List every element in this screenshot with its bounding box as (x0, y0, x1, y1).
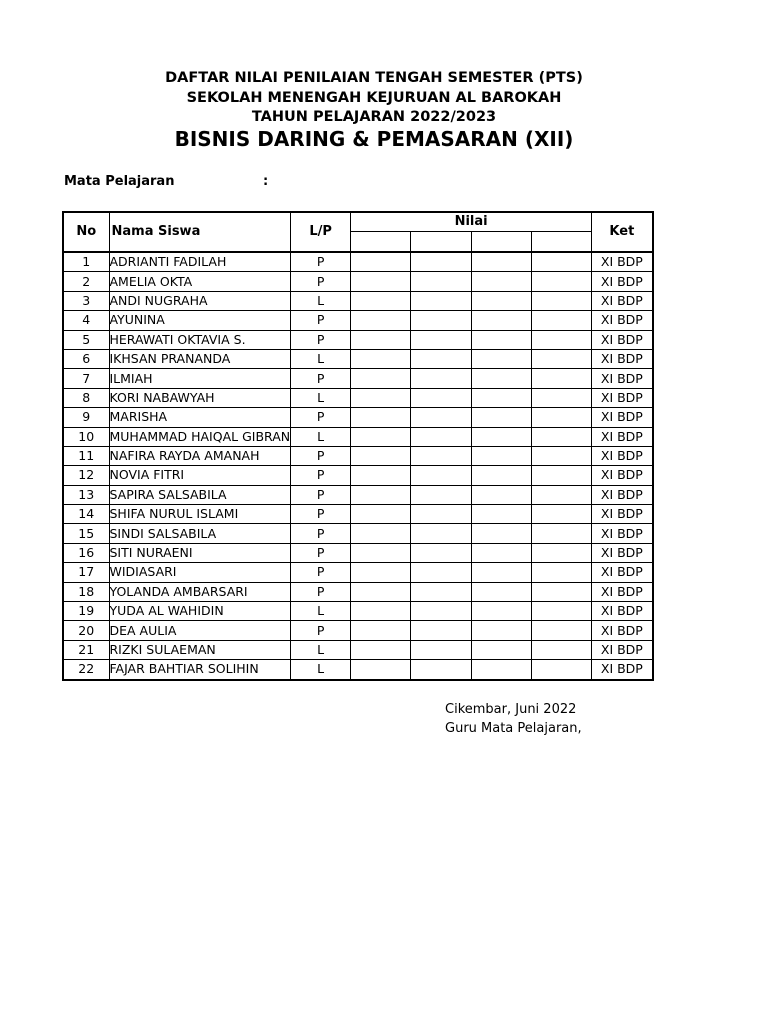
cell-nama: ADRIANTI FADILAH (109, 252, 291, 272)
header-nilai: Nilai (351, 212, 592, 232)
cell-nilai-3[interactable] (472, 427, 532, 446)
cell-nilai-4[interactable] (532, 291, 592, 310)
cell-nama: WIDIASARI (109, 563, 291, 582)
cell-lp: P (291, 311, 351, 330)
cell-nilai-4[interactable] (532, 408, 592, 427)
cell-nilai-4[interactable] (532, 446, 592, 465)
cell-nilai-3[interactable] (472, 446, 532, 465)
school-name: SEKOLAH MENENGAH KEJURUAN AL BAROKAH (186, 90, 562, 106)
header-ket: Ket (592, 212, 653, 252)
table-row (63, 524, 653, 543)
nilai-subcol-4 (532, 232, 592, 253)
cell-nilai-4[interactable] (532, 505, 592, 524)
cell-nilai-3[interactable] (472, 466, 532, 485)
cell-no: 19 (63, 602, 109, 621)
cell-nilai-1[interactable] (351, 602, 411, 621)
cell-lp: P (291, 485, 351, 504)
cell-nilai-2[interactable] (411, 311, 472, 330)
cell-nilai-1[interactable] (351, 621, 411, 640)
table-row (63, 330, 653, 349)
cell-no: 12 (63, 466, 109, 485)
subject-label: Mata Pelajaran (64, 174, 175, 189)
table-row (63, 563, 653, 582)
cell-nilai-3[interactable] (472, 252, 532, 272)
cell-nilai-2[interactable] (411, 466, 472, 485)
cell-nilai-4[interactable] (532, 485, 592, 504)
cell-nilai-1[interactable] (351, 485, 411, 504)
cell-ket: XI BDP (592, 543, 653, 562)
cell-nilai-2[interactable] (411, 602, 472, 621)
cell-nilai-4[interactable] (532, 640, 592, 659)
cell-lp: P (291, 505, 351, 524)
cell-nilai-4[interactable] (532, 311, 592, 330)
cell-nama: KORI NABAWYAH (109, 388, 291, 407)
cell-nilai-3[interactable] (472, 524, 532, 543)
cell-nilai-4[interactable] (532, 272, 592, 291)
cell-no: 22 (63, 660, 109, 680)
cell-ket: XI BDP (592, 408, 653, 427)
cell-no: 3 (63, 291, 109, 310)
table-row (63, 505, 653, 524)
cell-ket: XI BDP (592, 252, 653, 272)
table-row (63, 291, 653, 310)
cell-lp: P (291, 466, 351, 485)
table-row (63, 602, 653, 621)
nilai-subcol-2 (411, 232, 472, 253)
cell-nama: MUHAMMAD HAIQAL GIBRAN (109, 427, 291, 446)
cell-nama: YUDA AL WAHIDIN (109, 602, 291, 621)
cell-nilai-3[interactable] (472, 485, 532, 504)
cell-ket: XI BDP (592, 563, 653, 582)
header-no: No (63, 212, 109, 252)
table-row (63, 369, 653, 388)
cell-nilai-1[interactable] (351, 446, 411, 465)
cell-nama: DEA AULIA (109, 621, 291, 640)
cell-nilai-1[interactable] (351, 349, 411, 368)
cell-no: 21 (63, 640, 109, 659)
cell-ket: XI BDP (592, 505, 653, 524)
cell-nilai-1[interactable] (351, 640, 411, 659)
cell-no: 18 (63, 582, 109, 601)
cell-no: 15 (63, 524, 109, 543)
cell-lp: P (291, 369, 351, 388)
cell-nilai-1[interactable] (351, 563, 411, 582)
cell-ket: XI BDP (592, 446, 653, 465)
table-row (63, 311, 653, 330)
cell-nilai-4[interactable] (532, 466, 592, 485)
cell-nama: NAFIRA RAYDA AMANAH (109, 446, 291, 465)
cell-nilai-4[interactable] (532, 602, 592, 621)
cell-no: 8 (63, 388, 109, 407)
cell-nilai-4[interactable] (532, 621, 592, 640)
cell-ket: XI BDP (592, 640, 653, 659)
cell-nilai-2[interactable] (411, 369, 472, 388)
cell-no: 13 (63, 485, 109, 504)
cell-lp: L (291, 602, 351, 621)
signature-role: Guru Mata Pelajaran, (445, 721, 582, 736)
cell-nilai-3[interactable] (472, 349, 532, 368)
grade-table (62, 211, 654, 681)
cell-nama: FAJAR BAHTIAR SOLIHIN (109, 660, 291, 680)
table-row (63, 408, 653, 427)
cell-nilai-4[interactable] (532, 524, 592, 543)
cell-lp: L (291, 427, 351, 446)
cell-nilai-2[interactable] (411, 349, 472, 368)
cell-nilai-4[interactable] (532, 349, 592, 368)
cell-nilai-4[interactable] (532, 427, 592, 446)
cell-nilai-4[interactable] (532, 582, 592, 601)
table-row (63, 427, 653, 446)
cell-nama: AMELIA OKTA (109, 272, 291, 291)
subject-colon: : (263, 174, 269, 189)
cell-nama: RIZKI SULAEMAN (109, 640, 291, 659)
cell-nilai-4[interactable] (532, 563, 592, 582)
cell-nilai-4[interactable] (532, 252, 592, 272)
cell-ket: XI BDP (592, 524, 653, 543)
cell-no: 4 (63, 311, 109, 330)
cell-lp: P (291, 272, 351, 291)
cell-lp: L (291, 291, 351, 310)
cell-ket: XI BDP (592, 621, 653, 640)
cell-no: 17 (63, 563, 109, 582)
cell-no: 1 (63, 252, 109, 272)
cell-nilai-1[interactable] (351, 524, 411, 543)
cell-nilai-3[interactable] (472, 543, 532, 562)
cell-nilai-2[interactable] (411, 582, 472, 601)
cell-nilai-2[interactable] (411, 485, 472, 504)
cell-lp: L (291, 349, 351, 368)
cell-nama: SINDI SALSABILA (109, 524, 291, 543)
cell-nilai-1[interactable] (351, 427, 411, 446)
class-title: BISNIS DARING & PEMASARAN (XII) (174, 127, 574, 151)
cell-nilai-1[interactable] (351, 543, 411, 562)
cell-nilai-3[interactable] (472, 311, 532, 330)
cell-no: 11 (63, 446, 109, 465)
cell-nama: ILMIAH (109, 369, 291, 388)
cell-nilai-2[interactable] (411, 291, 472, 310)
cell-lp: P (291, 563, 351, 582)
cell-lp: P (291, 524, 351, 543)
header-nama-siswa: Nama Siswa (109, 212, 291, 252)
cell-nilai-4[interactable] (532, 660, 592, 680)
table-row (63, 466, 653, 485)
table-row (63, 446, 653, 465)
cell-lp: P (291, 621, 351, 640)
cell-nama: HERAWATI OKTAVIA S. (109, 330, 291, 349)
cell-nama: SHIFA NURUL ISLAMI (109, 505, 291, 524)
cell-nilai-2[interactable] (411, 640, 472, 659)
cell-ket: XI BDP (592, 369, 653, 388)
table-row (63, 388, 653, 407)
cell-nilai-3[interactable] (472, 330, 532, 349)
cell-ket: XI BDP (592, 388, 653, 407)
signature-place-date: Cikembar, Juni 2022 (445, 702, 577, 717)
cell-lp: L (291, 660, 351, 680)
cell-ket: XI BDP (592, 660, 653, 680)
cell-nilai-1[interactable] (351, 505, 411, 524)
cell-ket: XI BDP (592, 330, 653, 349)
cell-lp: P (291, 582, 351, 601)
cell-nilai-2[interactable] (411, 427, 472, 446)
cell-nilai-2[interactable] (411, 408, 472, 427)
cell-nilai-1[interactable] (351, 311, 411, 330)
cell-ket: XI BDP (592, 485, 653, 504)
cell-nilai-3[interactable] (472, 369, 532, 388)
cell-nilai-4[interactable] (532, 369, 592, 388)
title-line-1: DAFTAR NILAI PENILAIAN TENGAH SEMESTER (PTS) (165, 70, 583, 86)
cell-nilai-2[interactable] (411, 446, 472, 465)
cell-nilai-2[interactable] (411, 660, 472, 680)
table-row (63, 640, 653, 659)
cell-nilai-2[interactable] (411, 621, 472, 640)
cell-nilai-2[interactable] (411, 563, 472, 582)
cell-nama: SITI NURAENI (109, 543, 291, 562)
cell-nilai-3[interactable] (472, 563, 532, 582)
table-row (63, 272, 653, 291)
cell-lp: P (291, 330, 351, 349)
nilai-subcol-1 (351, 232, 411, 253)
cell-nilai-2[interactable] (411, 330, 472, 349)
cell-nilai-3[interactable] (472, 388, 532, 407)
cell-nilai-4[interactable] (532, 330, 592, 349)
cell-nilai-2[interactable] (411, 524, 472, 543)
cell-no: 14 (63, 505, 109, 524)
cell-no: 7 (63, 369, 109, 388)
cell-nilai-1[interactable] (351, 582, 411, 601)
cell-nilai-1[interactable] (351, 660, 411, 680)
table-row (63, 543, 653, 562)
cell-lp: P (291, 408, 351, 427)
cell-nilai-3[interactable] (472, 408, 532, 427)
cell-nilai-3[interactable] (472, 640, 532, 659)
cell-ket: XI BDP (592, 466, 653, 485)
cell-nilai-3[interactable] (472, 505, 532, 524)
cell-nilai-2[interactable] (411, 252, 472, 272)
header-lp: L/P (291, 212, 351, 252)
table-row (63, 349, 653, 368)
table-row (63, 252, 653, 272)
cell-nilai-1[interactable] (351, 466, 411, 485)
cell-ket: XI BDP (592, 272, 653, 291)
academic-year: TAHUN PELAJARAN 2022/2023 (251, 109, 497, 125)
table-row (63, 660, 653, 680)
cell-lp: L (291, 640, 351, 659)
cell-no: 5 (63, 330, 109, 349)
cell-lp: L (291, 388, 351, 407)
cell-no: 20 (63, 621, 109, 640)
cell-no: 2 (63, 272, 109, 291)
table-row (63, 582, 653, 601)
cell-no: 10 (63, 427, 109, 446)
cell-lp: P (291, 543, 351, 562)
cell-nama: SAPIRA SALSABILA (109, 485, 291, 504)
table-row (63, 485, 653, 504)
cell-nilai-1[interactable] (351, 408, 411, 427)
table-body (63, 252, 653, 680)
cell-lp: P (291, 446, 351, 465)
cell-lp: P (291, 252, 351, 272)
cell-ket: XI BDP (592, 582, 653, 601)
cell-nilai-3[interactable] (472, 272, 532, 291)
cell-ket: XI BDP (592, 349, 653, 368)
cell-nilai-1[interactable] (351, 252, 411, 272)
cell-no: 16 (63, 543, 109, 562)
cell-nilai-1[interactable] (351, 272, 411, 291)
cell-nama: NOVIA FITRI (109, 466, 291, 485)
cell-nama: AYUNINA (109, 311, 291, 330)
cell-ket: XI BDP (592, 602, 653, 621)
cell-nilai-3[interactable] (472, 602, 532, 621)
cell-no: 6 (63, 349, 109, 368)
cell-nilai-3[interactable] (472, 582, 532, 601)
cell-ket: XI BDP (592, 427, 653, 446)
cell-nilai-3[interactable] (472, 660, 532, 680)
cell-nama: MARISHA (109, 408, 291, 427)
cell-nama: IKHSAN PRANANDA (109, 349, 291, 368)
cell-nilai-1[interactable] (351, 369, 411, 388)
nilai-subcol-3 (472, 232, 532, 253)
cell-nilai-4[interactable] (532, 543, 592, 562)
cell-nilai-1[interactable] (351, 388, 411, 407)
cell-nama: ANDI NUGRAHA (109, 291, 291, 310)
table-row (63, 621, 653, 640)
cell-nilai-2[interactable] (411, 505, 472, 524)
cell-no: 9 (63, 408, 109, 427)
cell-nilai-4[interactable] (532, 388, 592, 407)
cell-nilai-2[interactable] (411, 388, 472, 407)
cell-ket: XI BDP (592, 311, 653, 330)
cell-nilai-1[interactable] (351, 330, 411, 349)
cell-nilai-2[interactable] (411, 543, 472, 562)
cell-ket: XI BDP (592, 291, 653, 310)
cell-nilai-3[interactable] (472, 621, 532, 640)
cell-nilai-3[interactable] (472, 291, 532, 310)
cell-nilai-1[interactable] (351, 291, 411, 310)
cell-nilai-2[interactable] (411, 272, 472, 291)
cell-nama: YOLANDA AMBARSARI (109, 582, 291, 601)
